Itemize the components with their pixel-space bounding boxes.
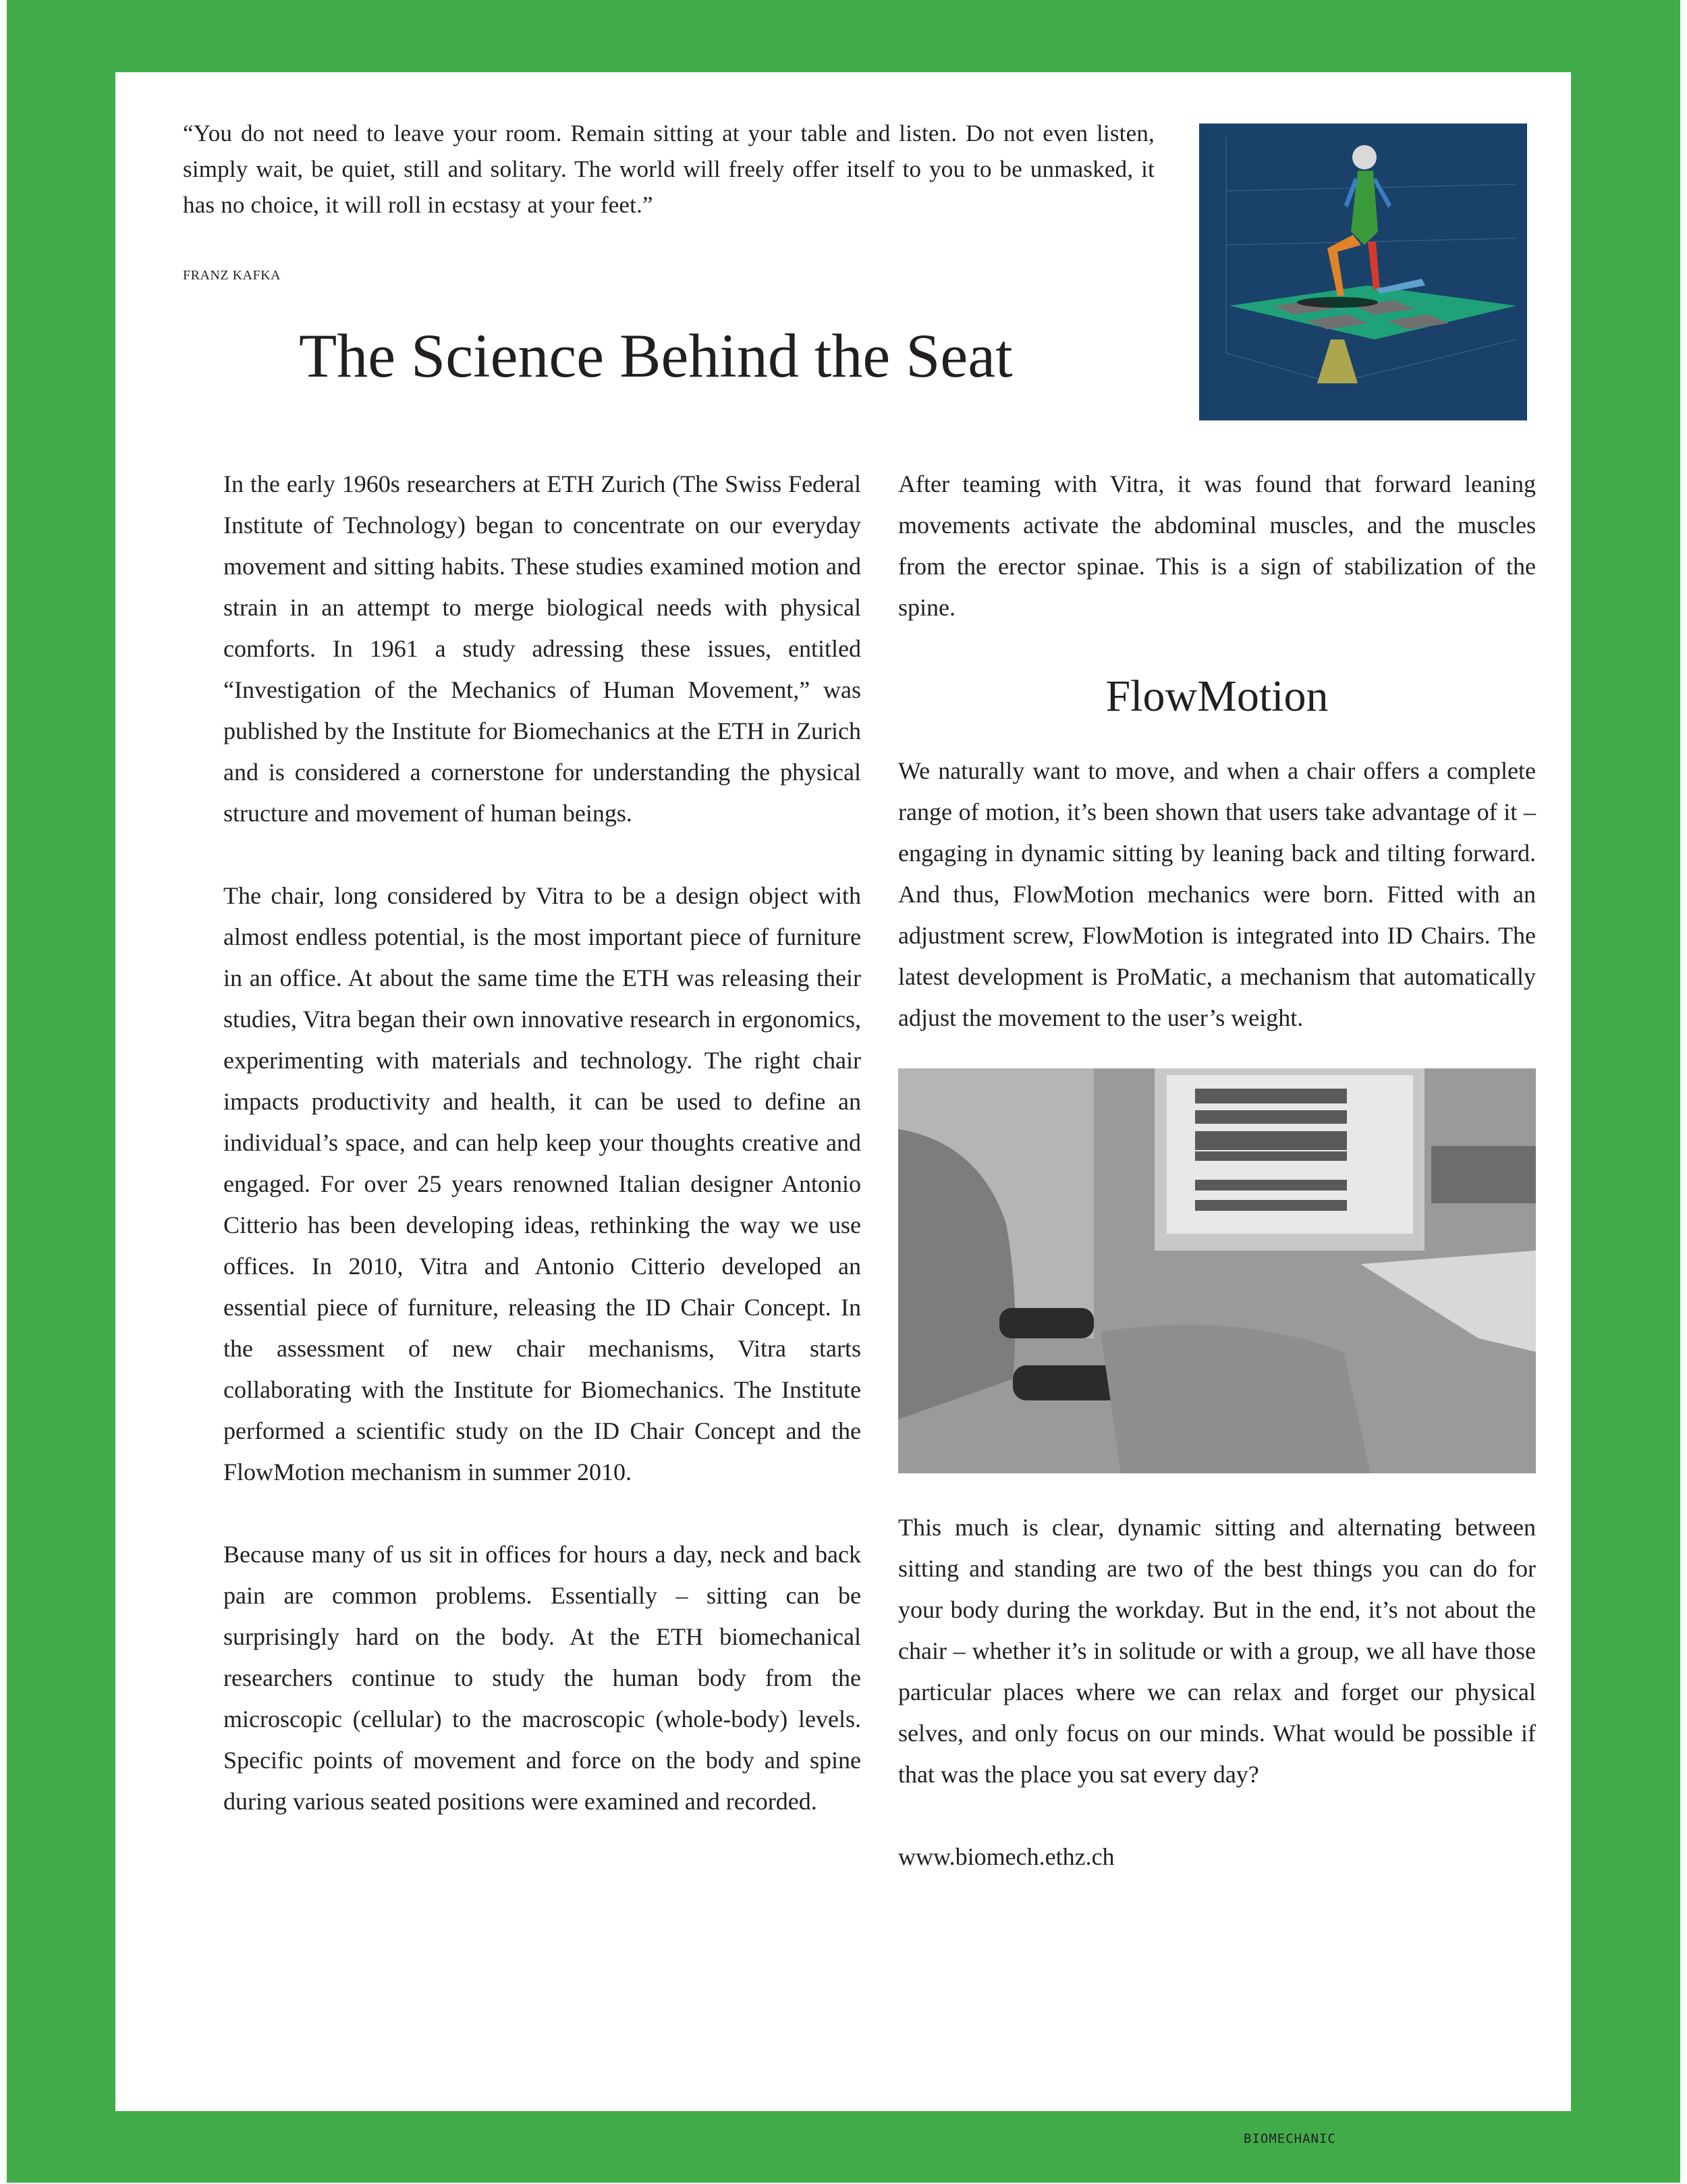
left-column: [223, 464, 861, 1822]
paragraph-eth-research: In the early 1960s researchers at ETH Zurich (The Swiss Federal Institute of Technology) began to concentrate on our everyday movement and sitting habits. These studies examined motion and strain in an attempt to merge biological needs with physical comforts. In 1961 a study adressing these issues, entitled “Investigation of the Mechanics of Human Movement,” was published by the Institute for Biomechanics at the ETH in Zurich and is considered a cornerstone for understanding the physical structure and movement of human beings.: [223, 470, 861, 827]
biomech-website-link[interactable]: www.biomech.ethz.ch: [898, 1843, 1115, 1870]
epigraph-quote: “You do not need to leave your room. Remain sitting at your table and listen. Do not even listen, simply wait, be quiet, still and solitary. The world will freely offer itself to you to be unmasked, it has no choice, it will roll in ecstasy at your feet.”: [183, 120, 1155, 218]
paragraph-vitra-chair: The chair, long considered by Vitra to be a design object with almost endless potential, is the most important piece of furniture in an office. At about the same time the ETH was releasing their studies, Vitra began their own innovative research in ergonomics, experimenting with materials and technology. The right chair impacts productivity and health, it can be used to define an individual’s space, and can help keep your thoughts creative and engaged. For over 25 years renowned Italian designer Antonio Citterio has been developing ideas, rethinking the way we use offices. In 2010, Vitra and Antonio Citterio developed an essential piece of furniture, releasing the ID Chair Concept. In the assessment of new chair mechanisms, Vitra starts collaborating with the Institute for Biomechanics. The Institute performed a scientific study on the ID Chair Concept and the FlowMotion mechanism in summer 2010.: [223, 882, 861, 1485]
right-column: [898, 464, 1536, 1878]
article-title: The Science Behind the Seat: [299, 321, 1013, 390]
section-footer-label: BIOMECHANIC: [1244, 2131, 1336, 2146]
paragraph-back-pain: Because many of us sit in offices for hours a day, neck and back pain are common problems. Essentially – sitting can be surprisingly hard on the body. At the ETH biomechanical researchers continue to study the human body from the microscopic (cellular) to the macroscopic (whole-body) levels. Specific points of movement and force on the body and spine during various seated positions were examined and recorded.: [223, 1541, 861, 1815]
paragraph-closing: This much is clear, dynamic sitting and alternating between sitting and standing are two of the best things you can do for your body during the workday. But in the end, it’s not about the chair – whether it’s in solitude or with a group, we all have those particular places where we can relax and forget our physical selves, and only focus on our minds. What would be possible if that was the place you sat every day?: [898, 1514, 1536, 1788]
paragraph-flowmotion: We naturally want to move, and when a chair offers a complete range of motion, it’s been shown that users take advantage of it – engaging in dynamic sitting by leaning back and tilting forward. And thus, FlowMotion mechanics were born. Fitted with an adjustment screw, FlowMotion is integrated into ID Chairs. The latest development is ProMatic, a mechanism that automatically adjust the movement to the user’s weight.: [898, 757, 1536, 1031]
paragraph-forward-leaning: After teaming with Vitra, it was found that forward leaning movements activate the abdominal muscles, and the muscles from the erector spinae. This is a sign of stabilization of the spine.: [898, 470, 1536, 621]
epigraph-author: FRANZ KAFKA: [183, 268, 281, 283]
skeleton-model-illustration: [1199, 124, 1527, 420]
article-page: [115, 72, 1571, 2111]
lab-scene-illustration: [898, 1068, 1536, 1473]
lab-experiment-photo: [898, 1068, 1536, 1473]
section-heading-flowmotion: FlowMotion: [1105, 672, 1329, 721]
biomechanics-skeleton-image: [1199, 124, 1527, 420]
